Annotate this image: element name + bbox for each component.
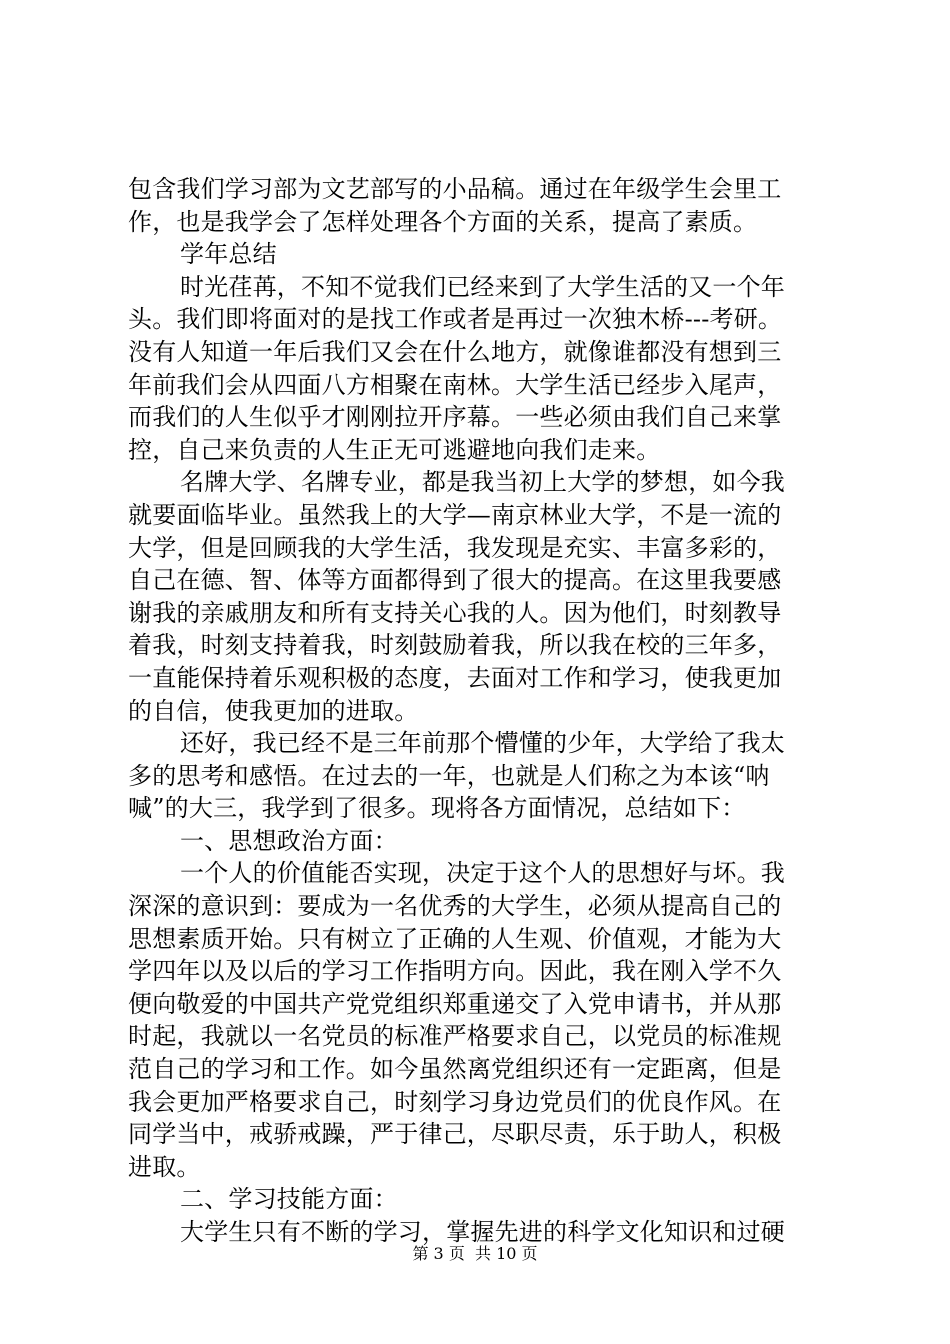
- text-line: 同学当中，戒骄戒躁，严于律己，尽职尽责，乐于助人，积极: [128, 1120, 782, 1149]
- text-line: 的自信，使我更加的进取。: [128, 696, 419, 725]
- text-line: 控，自己来负责的人生正无可逃避地向我们走来。: [128, 435, 661, 464]
- text-line: 学四年以及以后的学习工作指明方向。因此，我在刚入学不久: [128, 957, 782, 986]
- text-line: 着我，时刻支持着我，时刻鼓励着我，所以我在校的三年多，: [128, 631, 782, 660]
- text-line: 学年总结: [180, 240, 277, 269]
- text-line: 时光荏苒，不知不觉我们已经来到了大学生活的又一个年: [180, 272, 785, 301]
- text-line: 一直能保持着乐观积极的态度，去面对工作和学习，使我更加: [128, 663, 782, 692]
- document-body: [128, 173, 828, 1249]
- text-line: 二、学习技能方面：: [180, 1185, 398, 1214]
- text-line: 包含我们学习部为文艺部写的小品稿。通过在年级学生会里工: [128, 175, 782, 203]
- text-line: 头。我们即将面对的是找工作或者是再过一次独木桥---考研。: [128, 305, 783, 334]
- text-line: 年前我们会从四面八方相聚在南林。大学生活已经步入尾声，: [128, 370, 782, 399]
- text-line: 名牌大学、名牌专业，都是我当初上大学的梦想，如今我: [180, 468, 785, 497]
- text-line: 没有人知道一年后我们又会在什么地方，就像谁都没有想到三: [128, 337, 782, 366]
- text-line: 还好，我已经不是三年前那个懵懂的少年，大学给了我太: [180, 729, 785, 758]
- text-line: 喊”的大三，我学到了很多。现将各方面情况，总结如下：: [128, 794, 746, 823]
- text-line: 而我们的人生似乎才刚刚拉开序幕。一些必须由我们自己来掌: [128, 403, 782, 432]
- text-line: 深深的意识到：要成为一名优秀的大学生，必须从提高自己的: [128, 892, 782, 921]
- text-line: 进取。: [128, 1152, 201, 1181]
- text-line: 便向敬爱的中国共产党党组织郑重递交了入党申请书，并从那: [128, 989, 782, 1018]
- text-line: 范自己的学习和工作。如今虽然离党组织还有一定距离，但是: [128, 1055, 782, 1084]
- page-number-label: 第 3 页 共 10 页: [412, 1244, 538, 1263]
- text-line: 谢我的亲戚朋友和所有支持关心我的人。因为他们，时刻教导: [128, 598, 782, 627]
- text-line: 就要面临毕业。虽然我上的大学—南京林业大学，不是一流的: [128, 500, 782, 529]
- text-line: 多的思考和感悟。在过去的一年，也就是人们称之为本该“呐: [128, 761, 770, 790]
- text-line: 自己在德、智、体等方面都得到了很大的提高。在这里我要感: [128, 566, 782, 595]
- text-line: 思想素质开始。只有树立了正确的人生观、价值观，才能为大: [128, 924, 782, 953]
- text-line: 一、思想政治方面：: [180, 826, 398, 855]
- text-line: 一个人的价值能否实现，决定于这个人的思想好与坏。我: [180, 859, 785, 888]
- text-line: 作，也是我学会了怎样处理各个方面的关系，提高了素质。: [128, 207, 758, 236]
- text-line: 我会更加严格要求自己，时刻学习身边党员们的优良作风。在: [128, 1087, 782, 1116]
- text-line: 大学，但是回顾我的大学生活，我发现是充实、丰富多彩的，: [128, 533, 782, 562]
- text-line: 大学生只有不断的学习，掌握先进的科学文化知识和过硬: [180, 1218, 785, 1246]
- text-line: 时起，我就以一名党员的标准严格要求自己，以党员的标准规: [128, 1022, 782, 1051]
- page-footer: [0, 1244, 950, 1264]
